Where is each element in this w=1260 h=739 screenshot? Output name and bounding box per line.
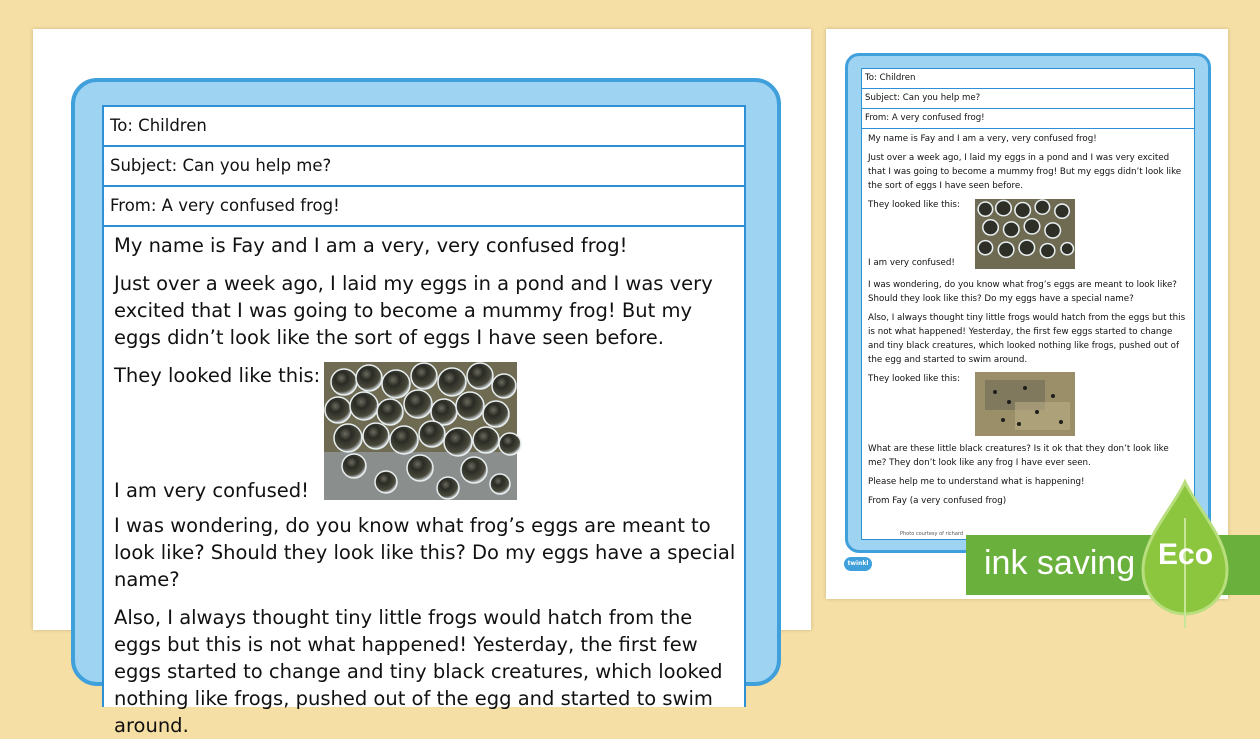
letter-body (104, 227, 744, 739)
frogspawn-photo-small (975, 199, 1075, 269)
ink-saving-label: ink saving (984, 544, 1136, 582)
twinkl-logo: twinkl (844, 557, 872, 571)
letter-frame (71, 78, 781, 737)
paragraph-help-small: Please help me to understand what is happening! (868, 477, 1085, 487)
paragraph-wondering-small: I was wondering, do you know what frog’s eggs are meant to look like? Should they look like this? Do my eggs have a special name? (868, 280, 1177, 304)
looked-like-label-small: They looked like this: (868, 200, 960, 210)
frogspawn-photo (324, 362, 517, 500)
eco-label: Eco (1158, 538, 1214, 571)
signoff-small: From Fay (a very confused frog) (868, 496, 1007, 506)
photo-credit: Photo courtesy of richard (900, 531, 964, 537)
paragraph-hatch: Also, I always thought tiny little frogs would hatch from the eggs but this is not what happened! Yesterday, the first few eggs started to change and tiny black creatures, which looked nothing like frogs, pushed out of the egg and started to swim around. (114, 606, 723, 737)
confused-label-small: I am very confused! (868, 258, 955, 268)
paragraph-hatch-small: Also, I always thought tiny little frogs would hatch from the eggs but this is not what happened! Yesterday, the first few eggs started to change and tiny black creatures, which looked nothing like frogs, pushed out of the egg and started to swim around. (868, 313, 1186, 365)
photo-row-small (868, 198, 1189, 274)
from-field-small: From: A very confused frog! (862, 109, 1194, 129)
looked-like-label-small-2: They looked like this: (868, 374, 960, 384)
paragraph-wondering: I was wondering, do you know what frog’s eggs are meant to look like? Should they look like this? Do my eggs have a special name? (114, 514, 736, 591)
photo-row-small-2 (868, 372, 1189, 438)
tadpoles-photo-small (975, 372, 1075, 436)
to-field: To: Children (104, 107, 744, 147)
zoomed-letter-page (33, 29, 811, 737)
paragraph-intro: My name is Fay and I am a very, very confused frog! (114, 234, 628, 257)
subject-field: Subject: Can you help me? (104, 147, 744, 187)
letter-body-small (862, 129, 1194, 508)
subject-field-small: Subject: Can you help me? (862, 89, 1194, 109)
letter-sheet-small (861, 68, 1195, 540)
photo-row (114, 362, 736, 506)
paragraph-creatures-small: What are these little black creatures? Is it ok that they don’t look like me? They don’t look like any frog I have ever seen. (868, 444, 1169, 468)
from-field: From: A very confused frog! (104, 187, 744, 227)
looked-like-label: They looked like this: (114, 364, 321, 387)
letter-sheet (102, 105, 746, 737)
to-field-small: To: Children (862, 69, 1194, 89)
confused-label: I am very confused! (114, 479, 309, 502)
paragraph-eggs-small: Just over a week ago, I laid my eggs in a pond and I was very excited that I was going to become a mummy frog! But my eggs didn’t look like the sort of eggs I have seen before. (868, 153, 1182, 191)
paragraph-intro-small: My name is Fay and I am a very, very confused frog! (868, 134, 1097, 144)
paragraph-eggs: Just over a week ago, I laid my eggs in a pond and I was very excited that I was going to become a mummy frog! But my eggs didn’t look like the sort of eggs I have seen before. (114, 272, 713, 349)
